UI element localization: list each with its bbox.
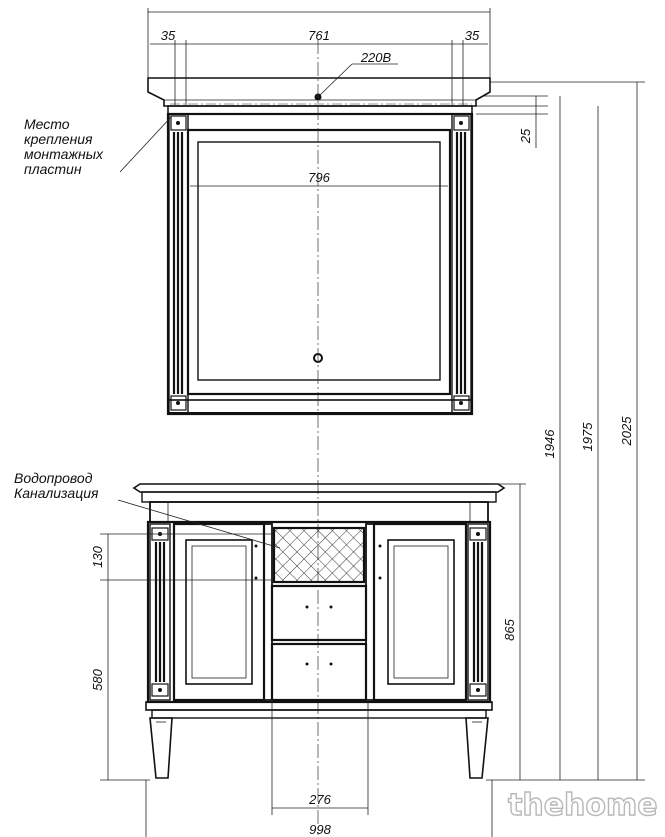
mirror-cabinet [148,78,490,415]
mirror-cornice [148,78,490,106]
dim-cutout-width: 276 [309,792,331,807]
dim-top-left-margin: 35 [160,28,176,43]
dim-mirror-top-offset: 25 [518,128,533,144]
mirror-frame [168,114,472,414]
label-sewer: Канализация [14,485,99,501]
watermark-logo: thehome [508,788,658,823]
dim-pipe-height: 580 [90,669,105,691]
label-mount-line4: пластин [24,161,82,177]
dim-height-1946: 1946 [542,429,557,459]
dim-mirror-inner-width: 796 [308,170,330,185]
vanity-cabinet [134,484,504,778]
vanity-left-leg [150,718,172,778]
vanity-plinth [146,702,492,710]
vanity-countertop [134,484,504,492]
dim-height-1975: 1975 [580,422,595,452]
mirror-right-column [452,114,471,414]
dim-height-2025: 2025 [619,416,634,446]
mirror-shelf [168,400,472,414]
pipe-opening-mesh [274,528,364,582]
label-mount-line3: монтажных [24,146,104,162]
vanity-left-column [150,524,170,700]
vanity-apron [150,502,488,522]
vanity-right-column [468,524,488,700]
vanity-lower-drawer [272,644,366,700]
vanity-right-leg [466,718,488,778]
label-mount-line2: крепления [24,131,93,147]
label-power: 220В [360,50,392,65]
dim-pipe-zone: 130 [90,546,105,568]
mirror-left-column [169,114,188,414]
mirror-frieze [168,106,472,114]
vanity-right-door [374,524,466,700]
dim-vanity-height: 865 [502,619,517,641]
dim-vanity-width: 998 [309,822,331,837]
dim-top-width: 761 [308,28,330,43]
dim-top-right-margin: 35 [464,28,480,43]
vanity-upper-drawer [272,586,366,640]
label-mount-line1: Место [24,116,70,132]
vanity-left-door [174,524,264,700]
label-water: Водопровод [14,470,93,486]
